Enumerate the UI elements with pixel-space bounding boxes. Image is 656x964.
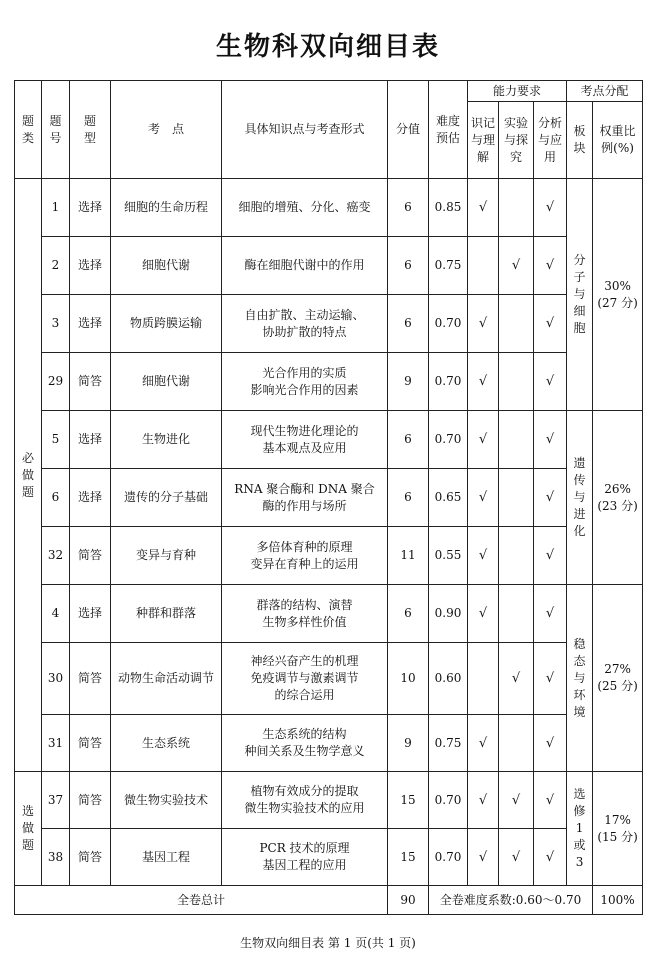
- topic-cell: 生态系统: [111, 715, 222, 772]
- category-elective: 选做题: [15, 772, 42, 886]
- difficulty-cell: 0.75: [429, 237, 468, 295]
- header-category: 题类: [15, 81, 42, 179]
- question-type: 简答: [70, 643, 111, 715]
- topic-cell: 细胞代谢: [111, 353, 222, 411]
- page-title: 生物科双向细目表: [215, 32, 440, 62]
- header-ability-2: 实验与探究: [499, 102, 534, 179]
- ability-check: √: [468, 469, 499, 527]
- detail-cell: 多倍体育种的原理 变异在育种上的运用: [222, 527, 388, 585]
- header-ability-3: 分析与应用: [534, 102, 567, 179]
- detail-cell: 酶在细胞代谢中的作用: [222, 237, 388, 295]
- ability-check: √: [468, 295, 499, 353]
- question-number: 38: [42, 829, 70, 886]
- detail-cell: 细胞的增殖、分化、癌变: [222, 179, 388, 237]
- question-number: 30: [42, 643, 70, 715]
- ability-check: √: [499, 237, 534, 295]
- table-row: [15, 411, 643, 469]
- table-row: [15, 353, 643, 411]
- ability-check: √: [534, 715, 567, 772]
- question-type: 选择: [70, 179, 111, 237]
- weight-cell: 17% (15 分): [593, 772, 643, 886]
- topic-cell: 细胞代谢: [111, 237, 222, 295]
- ability-check: [499, 179, 534, 237]
- header-topic: 考 点: [111, 81, 222, 179]
- topic-cell: 变异与育种: [111, 527, 222, 585]
- question-type: 简答: [70, 829, 111, 886]
- ability-check: √: [468, 772, 499, 829]
- table-row: [15, 643, 643, 715]
- module-cell: 分子与细胞: [567, 179, 593, 411]
- difficulty-cell: 0.55: [429, 527, 468, 585]
- question-type: 选择: [70, 469, 111, 527]
- detail-cell: 现代生物进化理论的 基本观点及应用: [222, 411, 388, 469]
- header-ability: 能力要求: [468, 81, 567, 102]
- ability-check: [499, 715, 534, 772]
- ability-check: √: [499, 643, 534, 715]
- score-cell: 6: [388, 411, 429, 469]
- detail-cell: 群落的结构、演替 生物多样性价值: [222, 585, 388, 643]
- ability-check: √: [468, 411, 499, 469]
- table-row: [15, 772, 643, 829]
- module-cell: 选修1或3: [567, 772, 593, 886]
- score-cell: 6: [388, 237, 429, 295]
- ability-check: √: [534, 829, 567, 886]
- ability-check: [499, 469, 534, 527]
- table-row: [15, 469, 643, 527]
- question-number: 3: [42, 295, 70, 353]
- ability-check: [468, 237, 499, 295]
- score-cell: 6: [388, 585, 429, 643]
- difficulty-cell: 0.60: [429, 643, 468, 715]
- question-type: 选择: [70, 585, 111, 643]
- table-row: [15, 585, 643, 643]
- ability-check: √: [499, 829, 534, 886]
- question-number: 1: [42, 179, 70, 237]
- weight-cell: 26% (23 分): [593, 411, 643, 585]
- score-cell: 15: [388, 772, 429, 829]
- table-row: [15, 527, 643, 585]
- question-number: 5: [42, 411, 70, 469]
- topic-cell: 动物生命活动调节: [111, 643, 222, 715]
- header-ability-1: 识记与理解: [468, 102, 499, 179]
- question-number: 6: [42, 469, 70, 527]
- page-footer: 生物双向细目表 第 1 页(共 1 页): [240, 936, 416, 950]
- topic-cell: 生物进化: [111, 411, 222, 469]
- score-cell: 9: [388, 353, 429, 411]
- difficulty-cell: 0.70: [429, 295, 468, 353]
- ability-check: √: [468, 179, 499, 237]
- topic-cell: 细胞的生命历程: [111, 179, 222, 237]
- total-score: 90: [388, 886, 429, 915]
- spec-table: [14, 80, 643, 915]
- ability-check: √: [534, 643, 567, 715]
- header-detail: 具体知识点与考查形式: [222, 81, 388, 179]
- score-cell: 6: [388, 469, 429, 527]
- difficulty-cell: 0.70: [429, 411, 468, 469]
- question-type: 简答: [70, 527, 111, 585]
- question-number: 31: [42, 715, 70, 772]
- ability-check: √: [534, 527, 567, 585]
- table-row: [15, 295, 643, 353]
- ability-check: √: [534, 295, 567, 353]
- score-cell: 6: [388, 295, 429, 353]
- topic-cell: 物质跨膜运输: [111, 295, 222, 353]
- module-cell: 遗传与进化: [567, 411, 593, 585]
- difficulty-cell: 0.85: [429, 179, 468, 237]
- weight-cell: 27% (25 分): [593, 585, 643, 772]
- total-row: [15, 886, 643, 915]
- score-cell: 10: [388, 643, 429, 715]
- ability-check: [499, 411, 534, 469]
- ability-check: √: [468, 585, 499, 643]
- ability-check: √: [468, 353, 499, 411]
- table-row: [15, 829, 643, 886]
- ability-check: [499, 353, 534, 411]
- score-cell: 11: [388, 527, 429, 585]
- ability-check: √: [534, 411, 567, 469]
- ability-check: √: [499, 772, 534, 829]
- table-row: [15, 237, 643, 295]
- ability-check: √: [534, 237, 567, 295]
- ability-check: √: [534, 772, 567, 829]
- detail-cell: 植物有效成分的提取 微生物实验技术的应用: [222, 772, 388, 829]
- detail-cell: PCR 技术的原理 基因工程的应用: [222, 829, 388, 886]
- header-difficulty: 难度预估: [429, 81, 468, 179]
- ability-check: [499, 295, 534, 353]
- ability-check: √: [468, 527, 499, 585]
- total-label: 全卷总计: [15, 886, 388, 915]
- header-module: 板块: [567, 102, 593, 179]
- ability-check: [499, 527, 534, 585]
- question-type: 选择: [70, 295, 111, 353]
- total-weight: 100%: [593, 886, 643, 915]
- header-score: 分值: [388, 81, 429, 179]
- topic-cell: 种群和群落: [111, 585, 222, 643]
- ability-check: √: [534, 585, 567, 643]
- question-number: 29: [42, 353, 70, 411]
- header-distribution: 考点分配: [567, 81, 643, 102]
- difficulty-cell: 0.75: [429, 715, 468, 772]
- score-cell: 15: [388, 829, 429, 886]
- ability-check: √: [534, 353, 567, 411]
- score-cell: 6: [388, 179, 429, 237]
- detail-cell: 光合作用的实质 影响光合作用的因素: [222, 353, 388, 411]
- question-type: 简答: [70, 353, 111, 411]
- ability-check: √: [534, 179, 567, 237]
- ability-check: √: [468, 829, 499, 886]
- topic-cell: 基因工程: [111, 829, 222, 886]
- difficulty-cell: 0.70: [429, 772, 468, 829]
- weight-cell: 30% (27 分): [593, 179, 643, 411]
- question-type: 选择: [70, 411, 111, 469]
- detail-cell: 自由扩散、主动运输、 协助扩散的特点: [222, 295, 388, 353]
- topic-cell: 微生物实验技术: [111, 772, 222, 829]
- ability-check: [499, 585, 534, 643]
- detail-cell: 生态系统的结构 种间关系及生物学意义: [222, 715, 388, 772]
- table-row: [15, 715, 643, 772]
- table-row: [15, 179, 643, 237]
- question-type: 简答: [70, 715, 111, 772]
- detail-cell: RNA 聚合酶和 DNA 聚合 酶的作用与场所: [222, 469, 388, 527]
- difficulty-cell: 0.90: [429, 585, 468, 643]
- ability-check: √: [468, 715, 499, 772]
- question-number: 4: [42, 585, 70, 643]
- module-cell: 稳态与环境: [567, 585, 593, 772]
- header-weight: 权重比例(%): [593, 102, 643, 179]
- table-header-row: [15, 81, 643, 102]
- question-number: 37: [42, 772, 70, 829]
- category-required: 必做题: [15, 179, 42, 772]
- header-number: 题号: [42, 81, 70, 179]
- question-number: 32: [42, 527, 70, 585]
- difficulty-cell: 0.70: [429, 353, 468, 411]
- detail-cell: 神经兴奋产生的机理 免疫调节与激素调节 的综合运用: [222, 643, 388, 715]
- difficulty-cell: 0.65: [429, 469, 468, 527]
- question-type: 简答: [70, 772, 111, 829]
- question-number: 2: [42, 237, 70, 295]
- difficulty-cell: 0.70: [429, 829, 468, 886]
- score-cell: 9: [388, 715, 429, 772]
- ability-check: √: [534, 469, 567, 527]
- question-type: 选择: [70, 237, 111, 295]
- header-type: 题型: [70, 81, 111, 179]
- topic-cell: 遗传的分子基础: [111, 469, 222, 527]
- total-difficulty: 全卷难度系数:0.60～0.70: [429, 886, 593, 915]
- ability-check: [468, 643, 499, 715]
